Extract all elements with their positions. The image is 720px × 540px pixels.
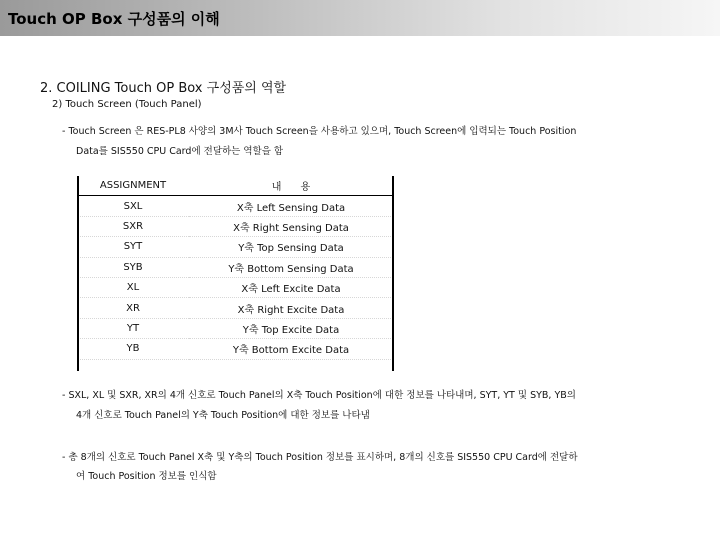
signal-cell: YB (77, 339, 189, 359)
description-cell: Y축 Bottom Sensing Data (189, 257, 393, 277)
header-bar (0, 0, 720, 36)
table-row (77, 298, 393, 318)
subsection-title: 2) Touch Screen (Touch Panel) (52, 99, 202, 110)
note-2-line-1: - 총 8개의 신호로 Touch Panel X축 및 Y축의 Touch Position 정보를 표시하며, 8개의 신호를 SIS550 CPU Card에 전달하 (62, 452, 578, 463)
description-cell: Y축 Top Excite Data (189, 318, 393, 338)
description-cell: X축 Left Sensing Data (189, 196, 393, 216)
header-assignment: ASSIGNMENT (77, 176, 189, 196)
signal-cell: XL (77, 277, 189, 297)
intro-line-2: Data를 SIS550 CPU Card에 전달하는 역할을 함 (76, 146, 284, 157)
note-1-line-1: - SXL, XL 및 SXR, XR의 4개 신호로 Touch Panel의 X축 Touch Position에 대한 정보를 나타내며, SYT, YT 및 SYB, YB의 (62, 390, 576, 401)
page-title: Touch OP Box 구성품의 이해 (8, 10, 220, 28)
section-title: 2. COILING Touch OP Box 구성품의 역할 (40, 81, 287, 96)
table-row (77, 257, 393, 277)
table-row (77, 196, 393, 216)
signal-cell: SXL (77, 196, 189, 216)
description-cell: X축 Right Sensing Data (189, 216, 393, 236)
description-cell: Y축 Bottom Excite Data (189, 339, 393, 359)
signal-cell: SXR (77, 216, 189, 236)
signal-cell: XR (77, 298, 189, 318)
table-row (77, 216, 393, 236)
signal-cell: YT (77, 318, 189, 338)
table-header-row (77, 176, 393, 196)
table-row (77, 339, 393, 359)
signal-cell: SYB (77, 257, 189, 277)
description-cell: X축 Left Excite Data (189, 277, 393, 297)
signal-cell: SYT (77, 237, 189, 257)
table-row (77, 318, 393, 338)
note-1-line-2: 4개 신호로 Touch Panel의 Y축 Touch Position에 대한 정보를 나타냄 (76, 410, 370, 421)
table-right-border (392, 176, 394, 371)
table-row (77, 237, 393, 257)
description-cell: X축 Right Excite Data (189, 298, 393, 318)
table-left-border (77, 176, 79, 371)
header-content: 내 용 (189, 176, 393, 196)
description-cell: Y축 Top Sensing Data (189, 237, 393, 257)
intro-line-1: - Touch Screen 은 RES-PL8 사양의 3M사 Touch Screen을 사용하고 있으며, Touch Screen에 입력되는 Touch Position (62, 126, 577, 137)
assignment-table (77, 176, 393, 360)
table-row (77, 277, 393, 297)
note-2-line-2: 여 Touch Position 정보를 인식함 (76, 471, 217, 482)
